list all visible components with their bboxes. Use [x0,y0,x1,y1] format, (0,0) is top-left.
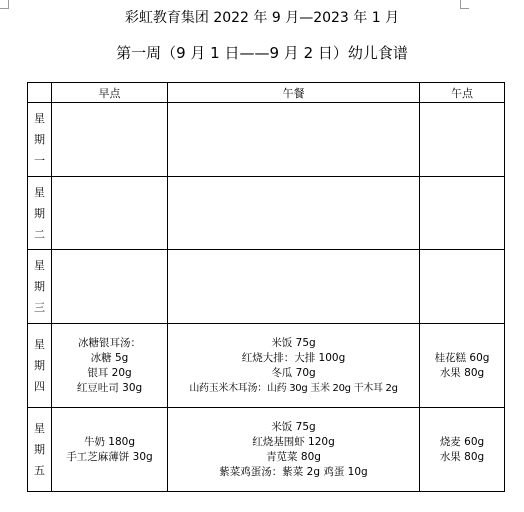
menu-item: 红豆吐司 30g [76,381,143,394]
lunch-cell-friday [168,408,420,492]
menu-item: 红烧大排：大排 100g [241,351,346,364]
snack-cell-wednesday [420,250,505,324]
table-row-wednesday [28,250,505,324]
menu-item: 水果 80g [439,366,485,379]
day-label-friday: 星 期 五 [28,408,52,492]
header-breakfast: 早点 [52,83,168,103]
breakfast-cell-monday [52,103,168,177]
table-row-monday [28,103,505,177]
menu-item: 牛奶 180g [83,435,136,448]
menu-item: 手工芝麻薄饼 30g [66,450,153,463]
table-row-tuesday [28,177,505,250]
menu-item: 冰糖 5g [90,351,129,364]
day-label-monday: 星 期 一 [28,103,52,177]
snack-cell-monday [420,103,505,177]
day-label-wednesday: 星 期 三 [28,250,52,324]
day-label-tuesday: 星 期 二 [28,177,52,250]
menu-item: 冰糖银耳汤： [78,336,141,349]
header-snack: 午点 [420,83,505,103]
document-title: 彩虹教育集团 2022 年 9 月—2023 年 1 月 [124,10,400,26]
page-corner-mark-right [460,0,469,9]
lunch-cell-wednesday [168,250,420,324]
snack-cell-friday [420,408,505,492]
menu-item: 红烧基围虾 120g [252,435,335,448]
lunch-cell-thursday [168,324,420,408]
snack-cell-tuesday [420,177,505,250]
page-corner-mark-left [0,0,9,9]
header-day [28,83,52,103]
breakfast-cell-tuesday [52,177,168,250]
menu-table [27,82,505,492]
menu-item: 青苋菜 80g [266,450,321,463]
menu-item: 紫菜鸡蛋汤：紫菜 2g 鸡蛋 10g [219,465,368,478]
menu-item: 米饭 75g [271,420,316,433]
lunch-cell-monday [168,103,420,177]
table-row-thursday [28,324,505,408]
snack-cell-thursday [420,324,505,408]
document-subtitle: 第一周（9 月 1 日——9 月 2 日）幼儿食谱 [116,44,408,62]
menu-item: 山药玉米木耳汤：山药 30g 玉米 20g 干木耳 2g [189,382,398,394]
day-label-thursday: 星 期 四 [28,324,52,408]
menu-item: 桂花糕 60g [434,351,490,364]
breakfast-cell-thursday [52,324,168,408]
lunch-cell-tuesday [168,177,420,250]
breakfast-cell-wednesday [52,250,168,324]
table-header-row [28,83,505,103]
header-lunch: 午餐 [168,83,420,103]
menu-item: 烧麦 60g [439,435,485,448]
menu-item: 水果 80g [439,450,485,463]
breakfast-cell-friday [52,408,168,492]
table-row-friday [28,408,505,492]
menu-item: 银耳 20g [87,366,132,379]
menu-item: 米饭 75g [271,336,316,349]
menu-item: 冬瓜 70g [271,366,316,379]
